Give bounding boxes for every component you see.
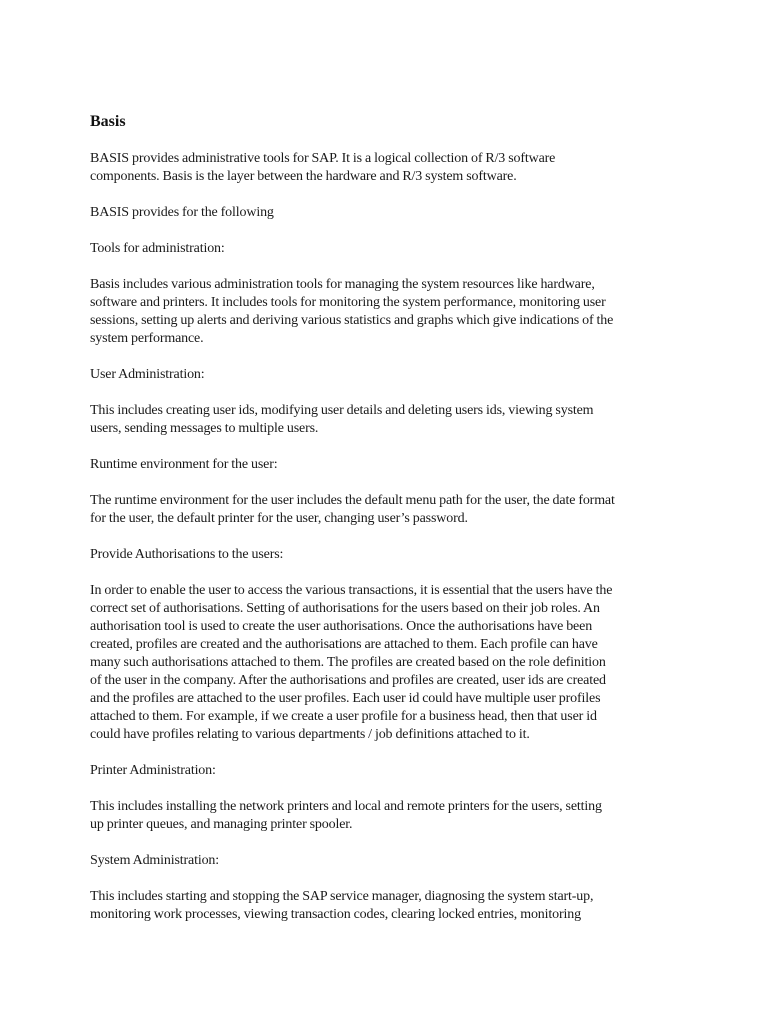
text-line: This includes starting and stopping the SAP service manager, diagnosing the system start-up, [90,889,594,904]
text-line: User Administration: [90,367,205,382]
text-line: and the profiles are attached to the user profiles. Each user id could have multiple user profiles [90,691,601,706]
text-line: Printer Administration: [90,763,216,778]
text-line: software and printers. It includes tools for monitoring the system performance, monitoring user [90,295,606,310]
paragraph [90,150,690,186]
text-line: system performance. [90,331,204,346]
text-line: In order to enable the user to access the various transactions, it is essential that the users have the [90,583,613,598]
paragraph [90,240,690,258]
paragraph [90,402,690,438]
text-line: This includes installing the network printers and local and remote printers for the users, setting [90,799,602,814]
paragraph [90,852,690,870]
text-line: monitoring work processes, viewing transaction codes, clearing locked entries, monitoring [90,907,581,922]
text-line: many such authorisations attached to them. The profiles are created based on the role definition [90,655,606,670]
text-line: authorisation tool is used to create the user authorisations. Once the authorisations have been [90,619,593,634]
text-line: up printer queues, and managing printer spooler. [90,817,353,832]
text-line: correct set of authorisations. Setting of authorisations for the users based on their job roles. An [90,601,600,616]
text-line: BASIS provides for the following [90,205,274,220]
paragraph [90,546,690,564]
paragraph [90,492,690,528]
paragraph [90,366,690,384]
paragraph [90,798,690,834]
text-line: The runtime environment for the user includes the default menu path for the user, the date format [90,493,615,508]
text-line: could have profiles relating to various departments / job definitions attached to it. [90,727,530,742]
text-line: This includes creating user ids, modifying user details and deleting users ids, viewing system [90,403,594,418]
text-line: attached to them. For example, if we create a user profile for a business head, then that user id [90,709,597,724]
paragraph [90,762,690,780]
document-page [90,112,690,942]
text-line: for the user, the default printer for the user, changing user’s password. [90,511,468,526]
text-line: BASIS provides administrative tools for SAP. It is a logical collection of R/3 software [90,151,556,166]
paragraph [90,276,690,348]
document-title: Basis [90,113,126,130]
paragraph [90,582,690,744]
text-line: System Administration: [90,853,220,868]
text-line: Tools for administration: [90,241,225,256]
document-body [90,150,690,924]
text-line: sessions, setting up alerts and deriving various statistics and graphs which give indications of the [90,313,614,328]
text-line: Provide Authorisations to the users: [90,547,284,562]
text-line: of the user in the company. After the authorisations and profiles are created, user ids are created [90,673,606,688]
text-line: created, profiles are created and the authorisations are attached to them. Each profile can have [90,637,598,652]
text-line: Basis includes various administration tools for managing the system resources like hardware, [90,277,595,292]
paragraph [90,888,690,924]
text-line: components. Basis is the layer between the hardware and R/3 system software. [90,169,517,184]
paragraph [90,204,690,222]
text-line: Runtime environment for the user: [90,457,278,472]
text-line: users, sending messages to multiple users. [90,421,319,436]
paragraph [90,456,690,474]
